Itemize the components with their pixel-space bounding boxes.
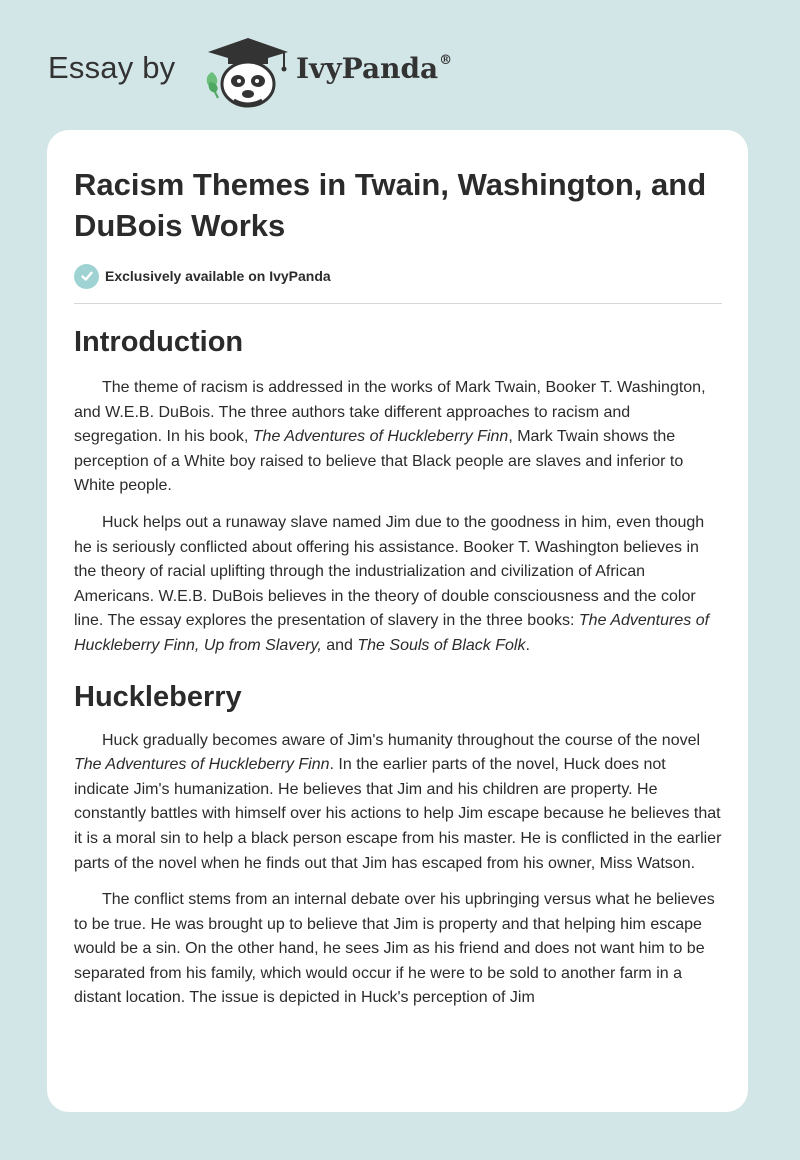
section-heading: Huckleberry: [74, 680, 242, 713]
registered-mark: ®: [439, 53, 453, 68]
panda-graduate-icon[interactable]: [200, 36, 290, 110]
brand-text: IvyPanda: [296, 52, 439, 85]
paragraph: [74, 376, 722, 499]
section-heading: Introduction: [74, 326, 244, 358]
essay-body: [74, 322, 722, 1023]
essay-by-label: Essay by: [48, 50, 176, 85]
paragraph: [74, 511, 722, 659]
badge-text: Exclusively available on IvyPanda: [105, 268, 331, 284]
essay-card: [47, 130, 748, 1112]
paragraph-text: , Mark Twain shows the perception of a White boy raised to believe that Black people are slaves and inferior to White people.: [74, 428, 684, 495]
paragraph: [74, 729, 722, 877]
paragraph-text: and: [321, 636, 358, 654]
paragraph-text: The conflict stems from an internal debate over his upbringing versus what he believes to be true. He was brought up to believe that Jim is property and that helping him escape would be a sin. On the other hand, he sees Jim as his friend and does not want him to be separated from his family, which would occur if he were to be sold to another farm in a distant location. The issue is depicted in Huck's perception of Jim: [74, 891, 715, 1007]
exclusive-badge: [74, 262, 331, 290]
paragraph-text: Huck helps out a runaway slave named Jim due to the goodness in him, even though he is seriously conflicted about offering his assistance. Booker T. Washington believes in the theory of racial uplifting through the industrialization and civilization of African Americans. W.E.B. DuBois believes in the theory of double consciousness and the color line. The essay explores the presentation of slavery in the three books:: [74, 513, 705, 630]
paragraph-text: Huck gradually becomes aware of Jim's humanity throughout the course of the novel: [102, 731, 701, 749]
italic-title-text: The Adventures of Huckleberry Finn: [74, 756, 330, 774]
brand-name[interactable]: [296, 52, 452, 85]
italic-title-text: The Adventures of Huckleberry Finn, Up from Slavery,: [74, 612, 710, 654]
paragraph-text: The theme of racism is addressed in the works of Mark Twain, Booker T. Washington, and W.E.B. DuBois. The three authors take different approaches to racism and segregation. In his book,: [74, 379, 706, 446]
site-header: [0, 0, 800, 130]
paragraph: [74, 888, 722, 1011]
paragraph-text: . In the earlier parts of the novel, Huck does not indicate Jim's humanization. He believes that Jim and his children are property. He constantly battles with himself over his actions to help Jim escape because he believes that it is a moral sin to help a black person escape from his master. He is conflicted in the earlier parts of the novel when he finds out that Jim has escaped from his owner, Miss Watson.: [74, 756, 722, 872]
essay-title: Racism Themes in Twain, Washington, and DuBois Works: [74, 167, 707, 243]
paragraph-text: .: [525, 636, 530, 654]
check-icon: [74, 264, 99, 289]
divider: [74, 303, 722, 304]
italic-title-text: The Souls of Black Folk: [357, 636, 526, 654]
italic-title-text: The Adventures of Huckleberry Finn: [252, 428, 509, 446]
